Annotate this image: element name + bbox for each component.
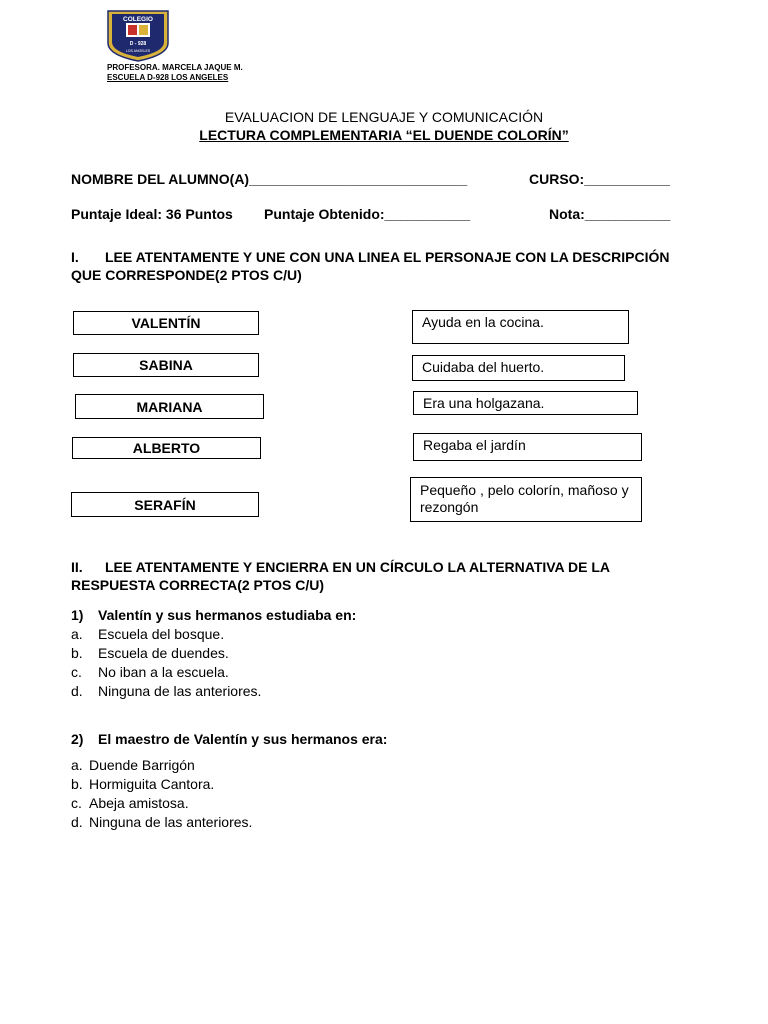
option-key: b. <box>71 645 83 661</box>
option-text: No iban a la escuela. <box>98 664 229 680</box>
logo-text-top: COLEGIO <box>123 16 153 23</box>
exam-title: EVALUACION DE LENGUAJE Y COMUNICACIÓN <box>224 109 544 125</box>
question-1-text: Valentín y sus hermanos estudiaba en: <box>98 607 357 623</box>
section-2-number: II. <box>71 559 83 575</box>
section-2-instruction-line2: RESPUESTA CORRECTA(2 PTOS C/U) <box>71 577 325 593</box>
question-1-option-c[interactable] <box>71 663 356 682</box>
logo-text-mid: D - 928 <box>129 41 147 47</box>
section-2-instruction-line1: LEE ATENTAMENTE Y ENCIERRA EN UN CÍRCULO LA ALTERNATIVA DE LA <box>105 559 611 575</box>
logo-text-bottom: LOS ANGELES <box>125 49 151 53</box>
character-box-alberto[interactable]: ALBERTO <box>72 437 261 459</box>
question-2-option-d[interactable] <box>71 813 252 832</box>
option-text: Ninguna de las anteriores. <box>98 683 262 699</box>
description-box-3[interactable]: Era una holgazana. <box>413 391 638 415</box>
description-box-4[interactable]: Regaba el jardín <box>413 433 642 461</box>
section-1-instruction-line1: LEE ATENTAMENTE Y UNE CON UNA LINEA EL PERSONAJE CON LA DESCRIPCIÓN <box>105 249 670 265</box>
option-text: Abeja amistosa. <box>89 795 189 811</box>
obtained-score-field[interactable]: Puntaje Obtenido:___________ <box>264 206 471 222</box>
course-field[interactable]: CURSO:___________ <box>529 171 670 187</box>
question-2-options <box>71 756 252 832</box>
student-name-field[interactable]: NOMBRE DEL ALUMNO(A)____________________________ <box>71 171 468 187</box>
section-1-instruction-line2: QUE CORRESPONDE(2 PTOS C/U) <box>71 267 302 283</box>
exam-subtitle: LECTURA COMPLEMENTARIA “EL DUENDE COLORÍN” <box>199 127 569 143</box>
option-key: a. <box>71 626 83 642</box>
section-1-number: I. <box>71 249 79 265</box>
option-key: b. <box>71 776 83 792</box>
question-2-option-a[interactable] <box>71 756 252 775</box>
option-text: Ninguna de las anteriores. <box>89 814 253 830</box>
option-key: c. <box>71 664 82 680</box>
option-text: Escuela de duendes. <box>98 645 229 661</box>
question-2-number: 2) <box>71 731 84 747</box>
question-2-header <box>71 730 387 749</box>
school-name: ESCUELA D-928 LOS ANGELES <box>107 73 229 82</box>
option-key: c. <box>71 795 82 811</box>
question-2-option-c[interactable] <box>71 794 252 813</box>
school-logo <box>106 9 170 63</box>
question-2-text: El maestro de Valentín y sus hermanos era: <box>98 731 388 747</box>
character-box-valentin[interactable]: VALENTÍN <box>73 311 259 335</box>
question-1-number: 1) <box>71 607 84 623</box>
option-key: a. <box>71 757 83 773</box>
option-text: Duende Barrigón <box>89 757 195 773</box>
question-1-option-d[interactable] <box>71 682 356 701</box>
option-key: d. <box>71 683 83 699</box>
section-1-instructions <box>71 248 701 284</box>
description-box-2[interactable]: Cuidaba del huerto. <box>412 355 625 381</box>
option-key: d. <box>71 814 83 830</box>
question-2-option-b[interactable] <box>71 775 252 794</box>
ideal-score: Puntaje Ideal: 36 Puntos <box>71 206 233 222</box>
grade-field[interactable]: Nota:___________ <box>549 206 671 222</box>
question-1-header <box>71 606 356 625</box>
teacher-name: PROFESORA. MARCELA JAQUE M. <box>107 63 243 72</box>
character-box-sabina[interactable]: SABINA <box>73 353 259 377</box>
character-box-serafin[interactable]: SERAFÍN <box>71 492 259 517</box>
question-1-option-a[interactable] <box>71 625 356 644</box>
section-2-instructions <box>71 558 701 594</box>
question-1-option-b[interactable] <box>71 644 356 663</box>
option-text: Hormiguita Cantora. <box>89 776 215 792</box>
description-box-1[interactable]: Ayuda en la cocina. <box>412 310 629 344</box>
option-text: Escuela del bosque. <box>98 626 225 642</box>
question-1 <box>71 606 356 701</box>
question-2-header-block <box>71 730 387 749</box>
description-box-5[interactable]: Pequeño , pelo colorín, mañoso y rezongón <box>410 477 642 522</box>
character-box-mariana[interactable]: MARIANA <box>75 394 264 419</box>
